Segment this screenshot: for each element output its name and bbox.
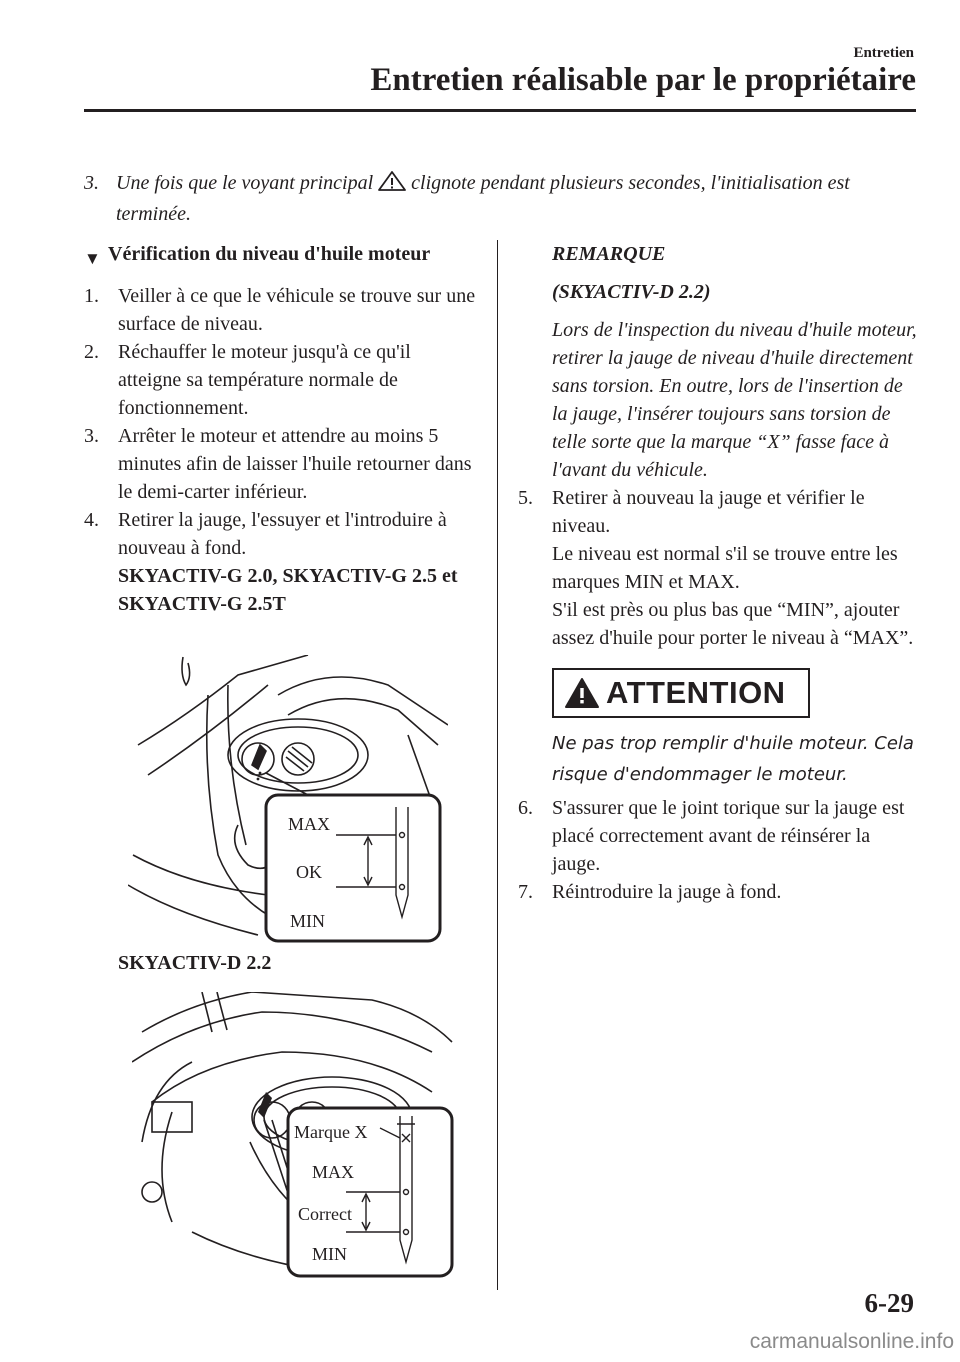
step-text: Arrêter le moteur et attendre au moins 5 minutes afin de laisser l'huile retourner dans le demi-carter inférieur.: [118, 425, 472, 503]
step-text: Veiller à ce que le véhicule se trouve sur une surface de niveau.: [118, 285, 476, 335]
fig1-max-label: MAX: [288, 814, 331, 834]
step-6: [518, 794, 918, 878]
fig1-min-label: MIN: [290, 911, 325, 931]
step-number: 4.: [84, 509, 99, 531]
column-divider: [497, 240, 498, 1290]
figure-2-dipstick-illustration: [132, 992, 458, 1280]
step-text: S'assurer que le joint torique sur la jauge est placé correctement avant de réinsérer la jauge.: [552, 797, 905, 875]
fig2-max-label: MAX: [312, 1162, 355, 1182]
fig2-min-label: MIN: [312, 1244, 347, 1264]
section-heading: [84, 240, 479, 268]
step-1: [84, 282, 479, 338]
header-divider: [84, 109, 916, 112]
step-3: [84, 422, 479, 506]
attention-text: Ne pas trop remplir d'huile moteur. Cela risque d'endommager le moteur.: [552, 733, 914, 785]
step-text: Réchauffer le moteur jusqu'à ce qu'il atteigne sa température normale de fonctionnement.: [118, 341, 411, 419]
attention-box: [552, 668, 810, 718]
step-5: [518, 484, 918, 652]
fig1-ok-label: OK: [296, 862, 322, 882]
section-heading-text: Vérification du niveau d'huile moteur: [108, 243, 431, 265]
step-2: [84, 338, 479, 422]
step-number: 1.: [84, 285, 99, 307]
fig2-correct-label: Correct: [298, 1204, 352, 1224]
step-number: 3.: [84, 425, 99, 447]
step-5-line: S'il est près ou plus bas que “MIN”, ajouter assez d'huile pour porter le niveau à “MAX”.: [552, 599, 914, 649]
attention-warning-icon: [564, 677, 600, 709]
right-column: [518, 240, 918, 906]
note-subtitle: (SKYACTIV-D 2.2): [552, 281, 711, 303]
intro-step-text: [116, 168, 914, 230]
watermark-text: carmanualsonline.info: [749, 1330, 954, 1353]
figure-2-caption: SKYACTIV-D 2.2: [118, 952, 272, 974]
fig2-mark-x-label: Marque X: [294, 1122, 368, 1142]
step-5-line: Le niveau est normal s'il se trouve entre les marques MIN et MAX.: [552, 543, 898, 593]
warning-triangle-icon: [377, 170, 407, 192]
step-4: [84, 506, 479, 618]
intro-text-after: clignote pendant plusieurs secondes, l'initialisation est terminée.: [116, 172, 850, 225]
step-number: 6.: [518, 797, 533, 819]
step-text: Retirer la jauge, l'essuyer et l'introduire à nouveau à fond.: [118, 509, 447, 559]
page-title: Entretien réalisable par le propriétaire: [370, 62, 916, 98]
step-7: [518, 878, 918, 906]
intro-step: [84, 168, 914, 230]
step-number: 2.: [84, 341, 99, 363]
header-section-label: Entretien: [853, 45, 914, 61]
step-text: Réintroduire la jauge à fond.: [552, 881, 782, 903]
page-number: 6-29: [864, 1288, 914, 1318]
step-number: 5.: [518, 487, 533, 509]
note-title: REMARQUE: [552, 243, 666, 265]
step-number: 7.: [518, 881, 533, 903]
left-column: [84, 240, 479, 618]
intro-text-before: Une fois que le voyant principal: [116, 172, 374, 194]
attention-label: ATTENTION: [606, 675, 786, 710]
section-marker-icon: ▼: [84, 249, 101, 268]
figure-1-dipstick-illustration: [128, 655, 448, 945]
step-5-line: Retirer à nouveau la jauge et vérifier le niveau.: [552, 487, 865, 537]
note-text: Lors de l'inspection du niveau d'huile moteur, retirer la jauge de niveau d'huile directement sans torsion. En outre, lors de l'insertion de la jauge, l'insérer toujours sans torsion de telle sorte que la marque “X” fasse face à l'avant du véhicule.: [552, 319, 917, 481]
intro-step-number: 3.: [84, 172, 99, 194]
figure-1-caption: SKYACTIV-G 2.0, SKYACTIV-G 2.5 et SKYACTIV-G 2.5T: [118, 565, 458, 615]
